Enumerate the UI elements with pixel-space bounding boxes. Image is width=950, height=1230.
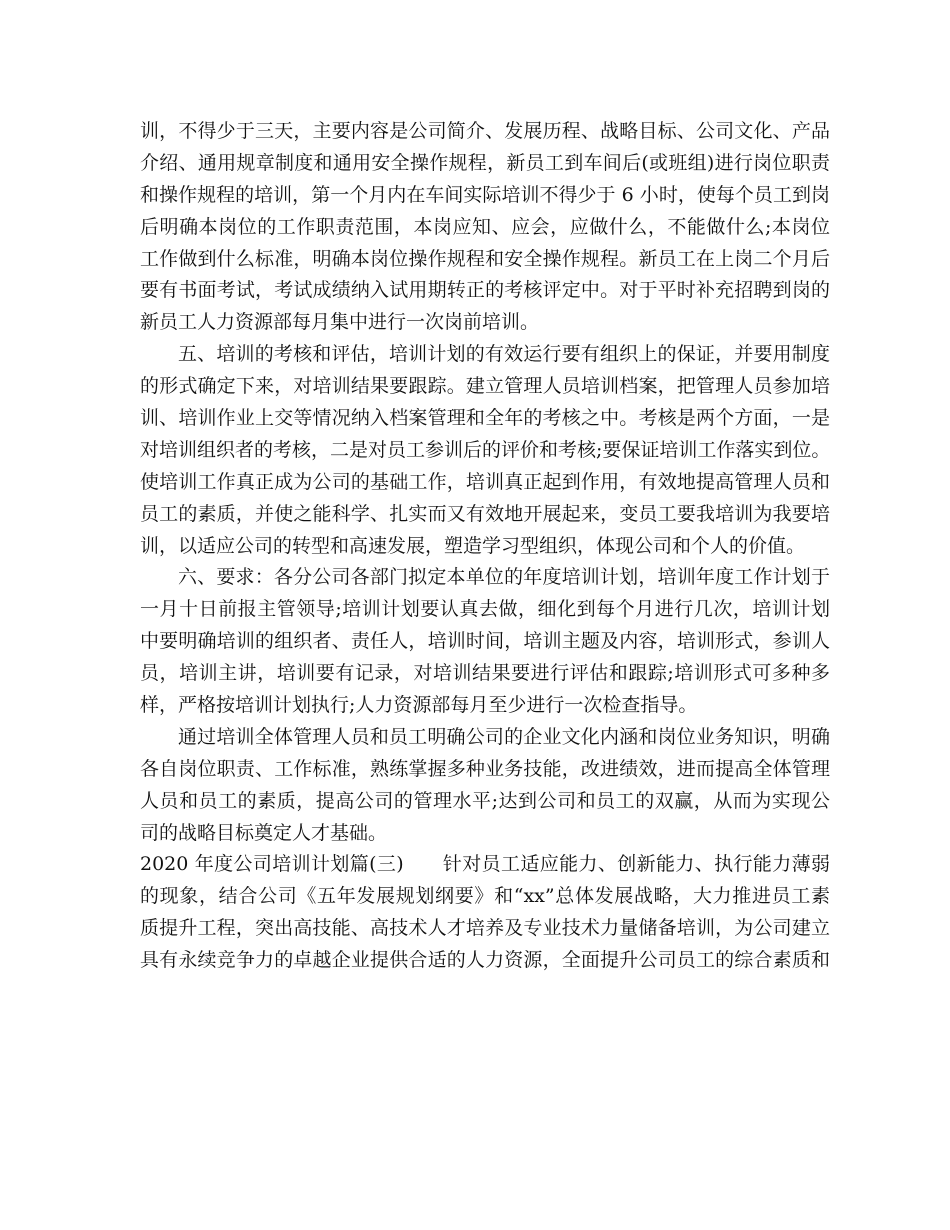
text-line: 司的战略目标奠定人才基础。: [140, 821, 388, 844]
text-line: 使培训工作真正成为公司的基础工作，培训真正起到作用，有效地提高管理人员和: [140, 470, 830, 493]
text-line: 要有书面考试，考试成绩纳入试用期转正的考核评定中。对于平时补充招聘到岗的: [140, 279, 830, 302]
text-line: 介绍、通用规章制度和通用安全操作规程，新员工到车间后(或班组)进行岗位职责: [140, 151, 830, 174]
section-heading-line: 2020 年度公司培训计划篇(三) 针对员工适应能力、创新能力、执行能力薄弱: [140, 853, 830, 876]
text-line: 质提升工程，突出高技能、高技术人才培养及专业技术力量储备培训，为公司建立: [140, 917, 830, 940]
text-line: 的形式确定下来，对培训结果要跟踪。建立管理人员培训档案，把管理人员参加培: [140, 375, 830, 398]
document-body: [140, 116, 830, 977]
text-line: 训、培训作业上交等情况纳入档案管理和全年的考核之中。考核是两个方面，一是: [140, 407, 830, 430]
text-line: 样，严格按培训计划执行;人力资源部每月至少进行一次检查指导。: [140, 694, 698, 717]
text-line: 的现象，结合公司《五年发展规划纲要》和“xx”总体发展战略，大力推进员工素: [140, 885, 830, 908]
text-line: 中要明确培训的组织者、责任人，培训时间，培训主题及内容，培训形式，参训人: [140, 630, 830, 653]
text-line: 员，培训主讲，培训要有记录，对培训结果要进行评估和跟踪;培训形式可多种多: [140, 662, 830, 685]
text-line: 六、要求：各分公司各部门拟定本单位的年度培训计划，培训年度工作计划于: [178, 566, 830, 589]
text-line: 后明确本岗位的工作职责范围，本岗应知、应会，应做什么，不能做什么;本岗位: [140, 215, 830, 238]
text-line: 一月十日前报主管领导;培训计划要认真去做，细化到每个月进行几次，培训计划: [140, 598, 830, 621]
text-line: 新员工人力资源部每月集中进行一次岗前培训。: [140, 311, 540, 334]
text-line: 员工的素质，并使之能科学、扎实而又有效地开展起来，变员工要我培训为我要培: [140, 502, 830, 525]
text-line: 训，不得少于三天，主要内容是公司简介、发展历程、战略目标、公司文化、产品: [140, 120, 830, 142]
text-line: 训，以适应公司的转型和高速发展，塑造学习型组织，体现公司和个人的价值。: [140, 534, 806, 557]
text-line: 人员和员工的素质，提高公司的管理水平;达到公司和员工的双赢，从而为实现公: [140, 789, 830, 812]
text-line: 通过培训全体管理人员和员工明确公司的企业文化内涵和岗位业务知识，明确: [178, 725, 830, 748]
text-line: 工作做到什么标准，明确本岗位操作规程和安全操作规程。新员工在上岗二个月后: [140, 247, 830, 270]
text-line: 五、培训的考核和评估，培训计划的有效运行要有组织上的保证，并要用制度: [178, 343, 830, 366]
text-line: 具有永续竞争力的卓越企业提供合适的人力资源，全面提升公司员工的综合素质和: [140, 949, 830, 972]
text-line: 各自岗位职责、工作标准，熟练掌握多种业务技能，改进绩效，进而提高全体管理: [140, 757, 830, 780]
text-line: 和操作规程的培训，第一个月内在车间实际培训不得少于 6 小时，使每个员工到岗: [140, 183, 830, 206]
text-line: 对培训组织者的考核，二是对员工参训后的评价和考核;要保证培训工作落实到位。: [140, 438, 831, 461]
